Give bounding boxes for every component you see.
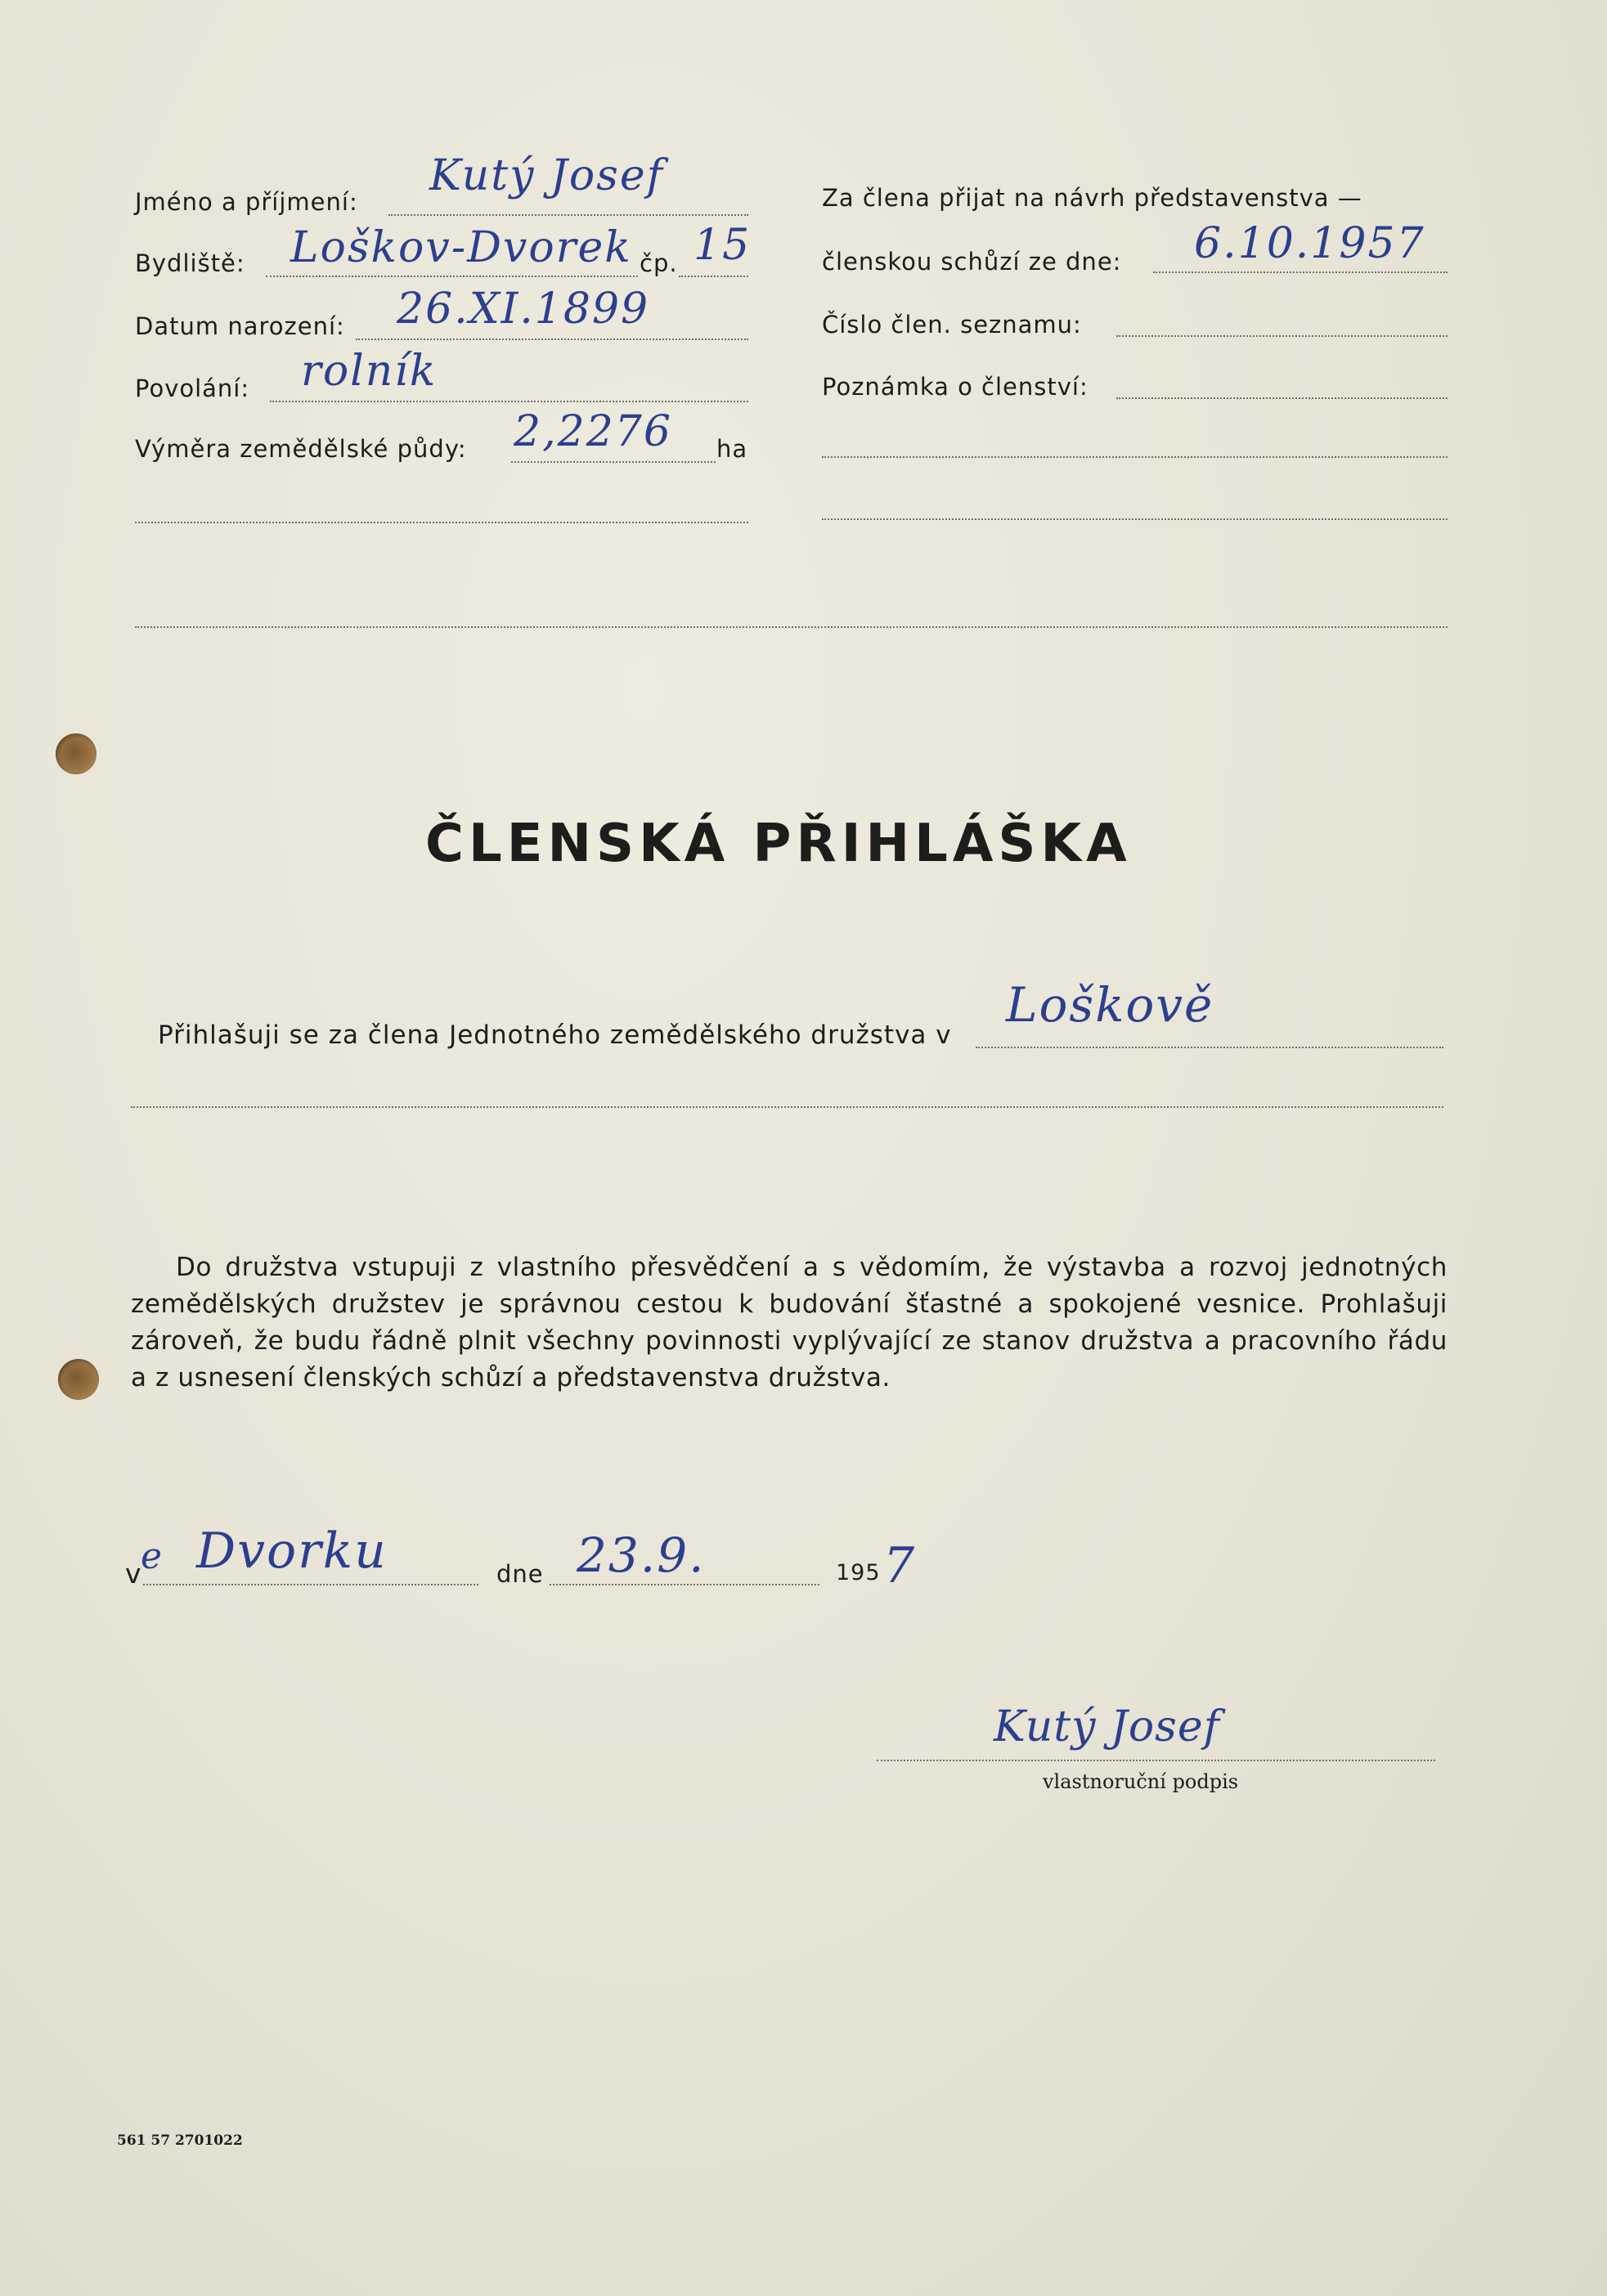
meeting-date-label: členskou schůzí ze dne: xyxy=(822,248,1122,276)
place-prefix-handwritten: e xyxy=(141,1536,164,1577)
land-area-unit: ha xyxy=(716,435,748,463)
signature-line xyxy=(877,1760,1435,1761)
land-area-label: Výměra zemědělské půdy: xyxy=(135,435,467,463)
cooperative-location-value: Loškově xyxy=(1006,977,1214,1033)
land-area-line xyxy=(511,461,716,463)
house-number-value: 15 xyxy=(694,221,752,270)
application-extra-line xyxy=(131,1106,1443,1108)
occupation-line xyxy=(270,401,748,402)
place-line xyxy=(143,1584,478,1585)
accepted-label: Za člena přijat na návrh představenstva — xyxy=(822,184,1362,212)
right-extra-line-2 xyxy=(822,518,1448,520)
name-line xyxy=(388,214,748,216)
year-suffix-value: 7 xyxy=(883,1537,917,1594)
date-line xyxy=(550,1584,819,1585)
punch-hole-bottom xyxy=(58,1359,99,1400)
house-number-label: čp. xyxy=(640,249,678,277)
date-value: 23.9. xyxy=(577,1527,706,1583)
print-code: 561 57 2701022 xyxy=(117,2132,243,2149)
date-label: dne xyxy=(496,1560,544,1588)
cooperative-location-line xyxy=(976,1047,1443,1048)
member-list-line xyxy=(1116,335,1448,337)
document-title: ČLENSKÁ PŘIHLÁŠKA xyxy=(425,814,1132,874)
place-value: Dvorku xyxy=(196,1522,388,1580)
land-area-value: 2,2276 xyxy=(514,407,672,456)
residence-line xyxy=(266,276,638,277)
birthdate-label: Datum narození: xyxy=(135,312,345,340)
membership-note-line xyxy=(1116,397,1448,399)
membership-note-label: Poznámka o členství: xyxy=(822,373,1089,401)
occupation-label: Povolání: xyxy=(135,374,250,402)
declaration-text: Do družstva vstupuji z vlastního přesvědčení a s vědomím, že výstavba a rozvoj jednotných zemědělských družstev je správnou cestou k budování šťastné a spokojené vesnice. Prohlašuji zároveň, že budu řádně plnit všechny povinnosti vyplývající ze stanov družstva a pracovního řádu a z usnesení členských schůzí a představenstva družstva. xyxy=(131,1253,1448,1392)
year-prefix: 195 xyxy=(836,1560,881,1585)
signature-handwritten: Kutý Josef xyxy=(994,1702,1220,1751)
birthdate-value: 26.XI.1899 xyxy=(397,285,650,334)
meeting-date-value: 6.10.1957 xyxy=(1194,219,1425,268)
right-extra-line-1 xyxy=(822,456,1448,458)
residence-label: Bydliště: xyxy=(135,249,245,277)
section-separator-line xyxy=(135,626,1448,628)
house-number-line xyxy=(679,276,748,277)
occupation-value: rolník xyxy=(301,347,438,396)
meeting-date-line xyxy=(1153,271,1448,273)
application-text: Přihlašuji se za člena Jednotného zemědělského družstva v xyxy=(158,1020,952,1050)
name-value: Kutý Josef xyxy=(429,151,664,200)
place-prefix: v xyxy=(125,1558,142,1590)
birthdate-line xyxy=(356,339,748,340)
member-list-label: Číslo člen. seznamu: xyxy=(822,311,1082,339)
name-label: Jméno a příjmení: xyxy=(135,188,358,216)
signature-caption: vlastnoruční podpis xyxy=(1043,1770,1239,1793)
residence-value: Loškov-Dvorek xyxy=(290,223,632,272)
left-extra-line xyxy=(135,522,748,523)
punch-hole-top xyxy=(56,733,97,774)
